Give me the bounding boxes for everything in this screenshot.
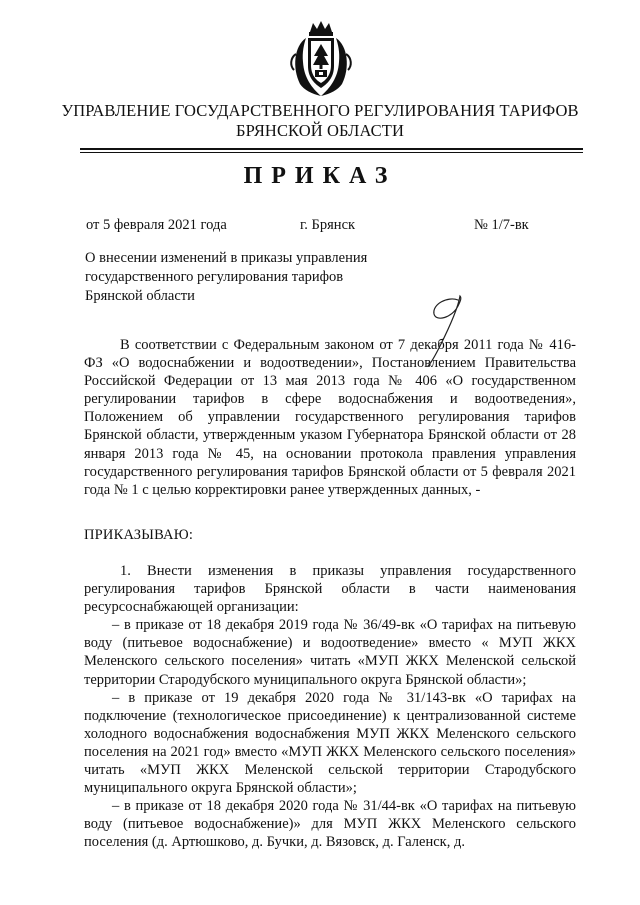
order-item-1: 1. Внести изменения в приказы управления государственного регулирования тарифов Брянской области в части наименования ресурсоснабжающей организации:: [84, 563, 576, 616]
preamble-text: В соответствии с Федеральным законом от 7 декабря 2011 года № 416-ФЗ «О водоснабжении и водоотведении», Постановлением Правительства Российской Федерации от 13 мая 2013 года № 406 «О государственном регулировании тарифов в сфере водоснабжения и водоотведения», Положением об управлении государственного регулирования тарифов Брянской области, утвержденным указом Губернатора Брянской области от 28 января 2013 года № 45, на основании протокола правления управления государственного регулирования тарифов Брянской области от 5 февраля 2021 года № 1 с целью корректировки ранее утвержденных данных, -: [84, 337, 576, 498]
document-title: ПРИКАЗ: [243, 163, 397, 189]
list-item: – в приказе от 18 декабря 2020 года № 31/44-вк «О тарифах на питьевую воду (питьевое водоснабжение)» для МУП ЖКХ Меленского сельского поселения (д. Артюшково, д. Бучки, д. Вязовск, д. Галенск, д.: [84, 798, 576, 851]
order-items: [84, 562, 576, 852]
subject-line-3: Брянской области: [85, 288, 195, 304]
header-line-2: БРЯНСКОЙ ОБЛАСТИ: [236, 121, 404, 140]
subject-line-1: О внесении изменений в приказы управления: [85, 250, 368, 266]
header-divider-thick: [80, 148, 583, 150]
list-item: – в приказе от 19 декабря 2020 года № 31/143-вк «О тарифах на подключение (технологическое присоединение) к централизованной системе холодного водоснабжения водоснабжения МУП ЖКХ Меленского сельского поселения на 2021 год» вместо «МУП ЖКХ Меленского сельского поселения» читать «МУП ЖКХ Меленской сельской территории Стародубского муниципального округа Брянской области»;: [84, 689, 576, 797]
order-heading: ПРИКАЗЫВАЮ:: [84, 527, 194, 543]
header-divider-thin: [80, 152, 583, 153]
header-line-1: УПРАВЛЕНИЕ ГОСУДАРСТВЕННОГО РЕГУЛИРОВАНИЯ ТАРИФОВ: [61, 101, 579, 120]
document-subject: [85, 249, 415, 306]
organization-header: [60, 101, 580, 141]
list-item: – в приказе от 18 декабря 2019 года № 36/49-вк «О тарифах на питьевую воду (питьевое водоснабжение) и водоотведение» вместо « МУП ЖКХ Меленского сельского поселения» читать «МУП ЖКХ Меленской сельской территории Стародубского муниципального округа Брянской области»;: [84, 617, 576, 688]
preamble-paragraph: [84, 336, 576, 499]
document-number: № 1/7-вк: [474, 217, 529, 233]
subject-line-2: государственного регулирования тарифов: [85, 269, 344, 285]
document-date: от 5 февраля 2021 года: [86, 217, 227, 233]
coat-of-arms-emblem: [286, 18, 356, 98]
document-city: г. Брянск: [300, 217, 356, 233]
